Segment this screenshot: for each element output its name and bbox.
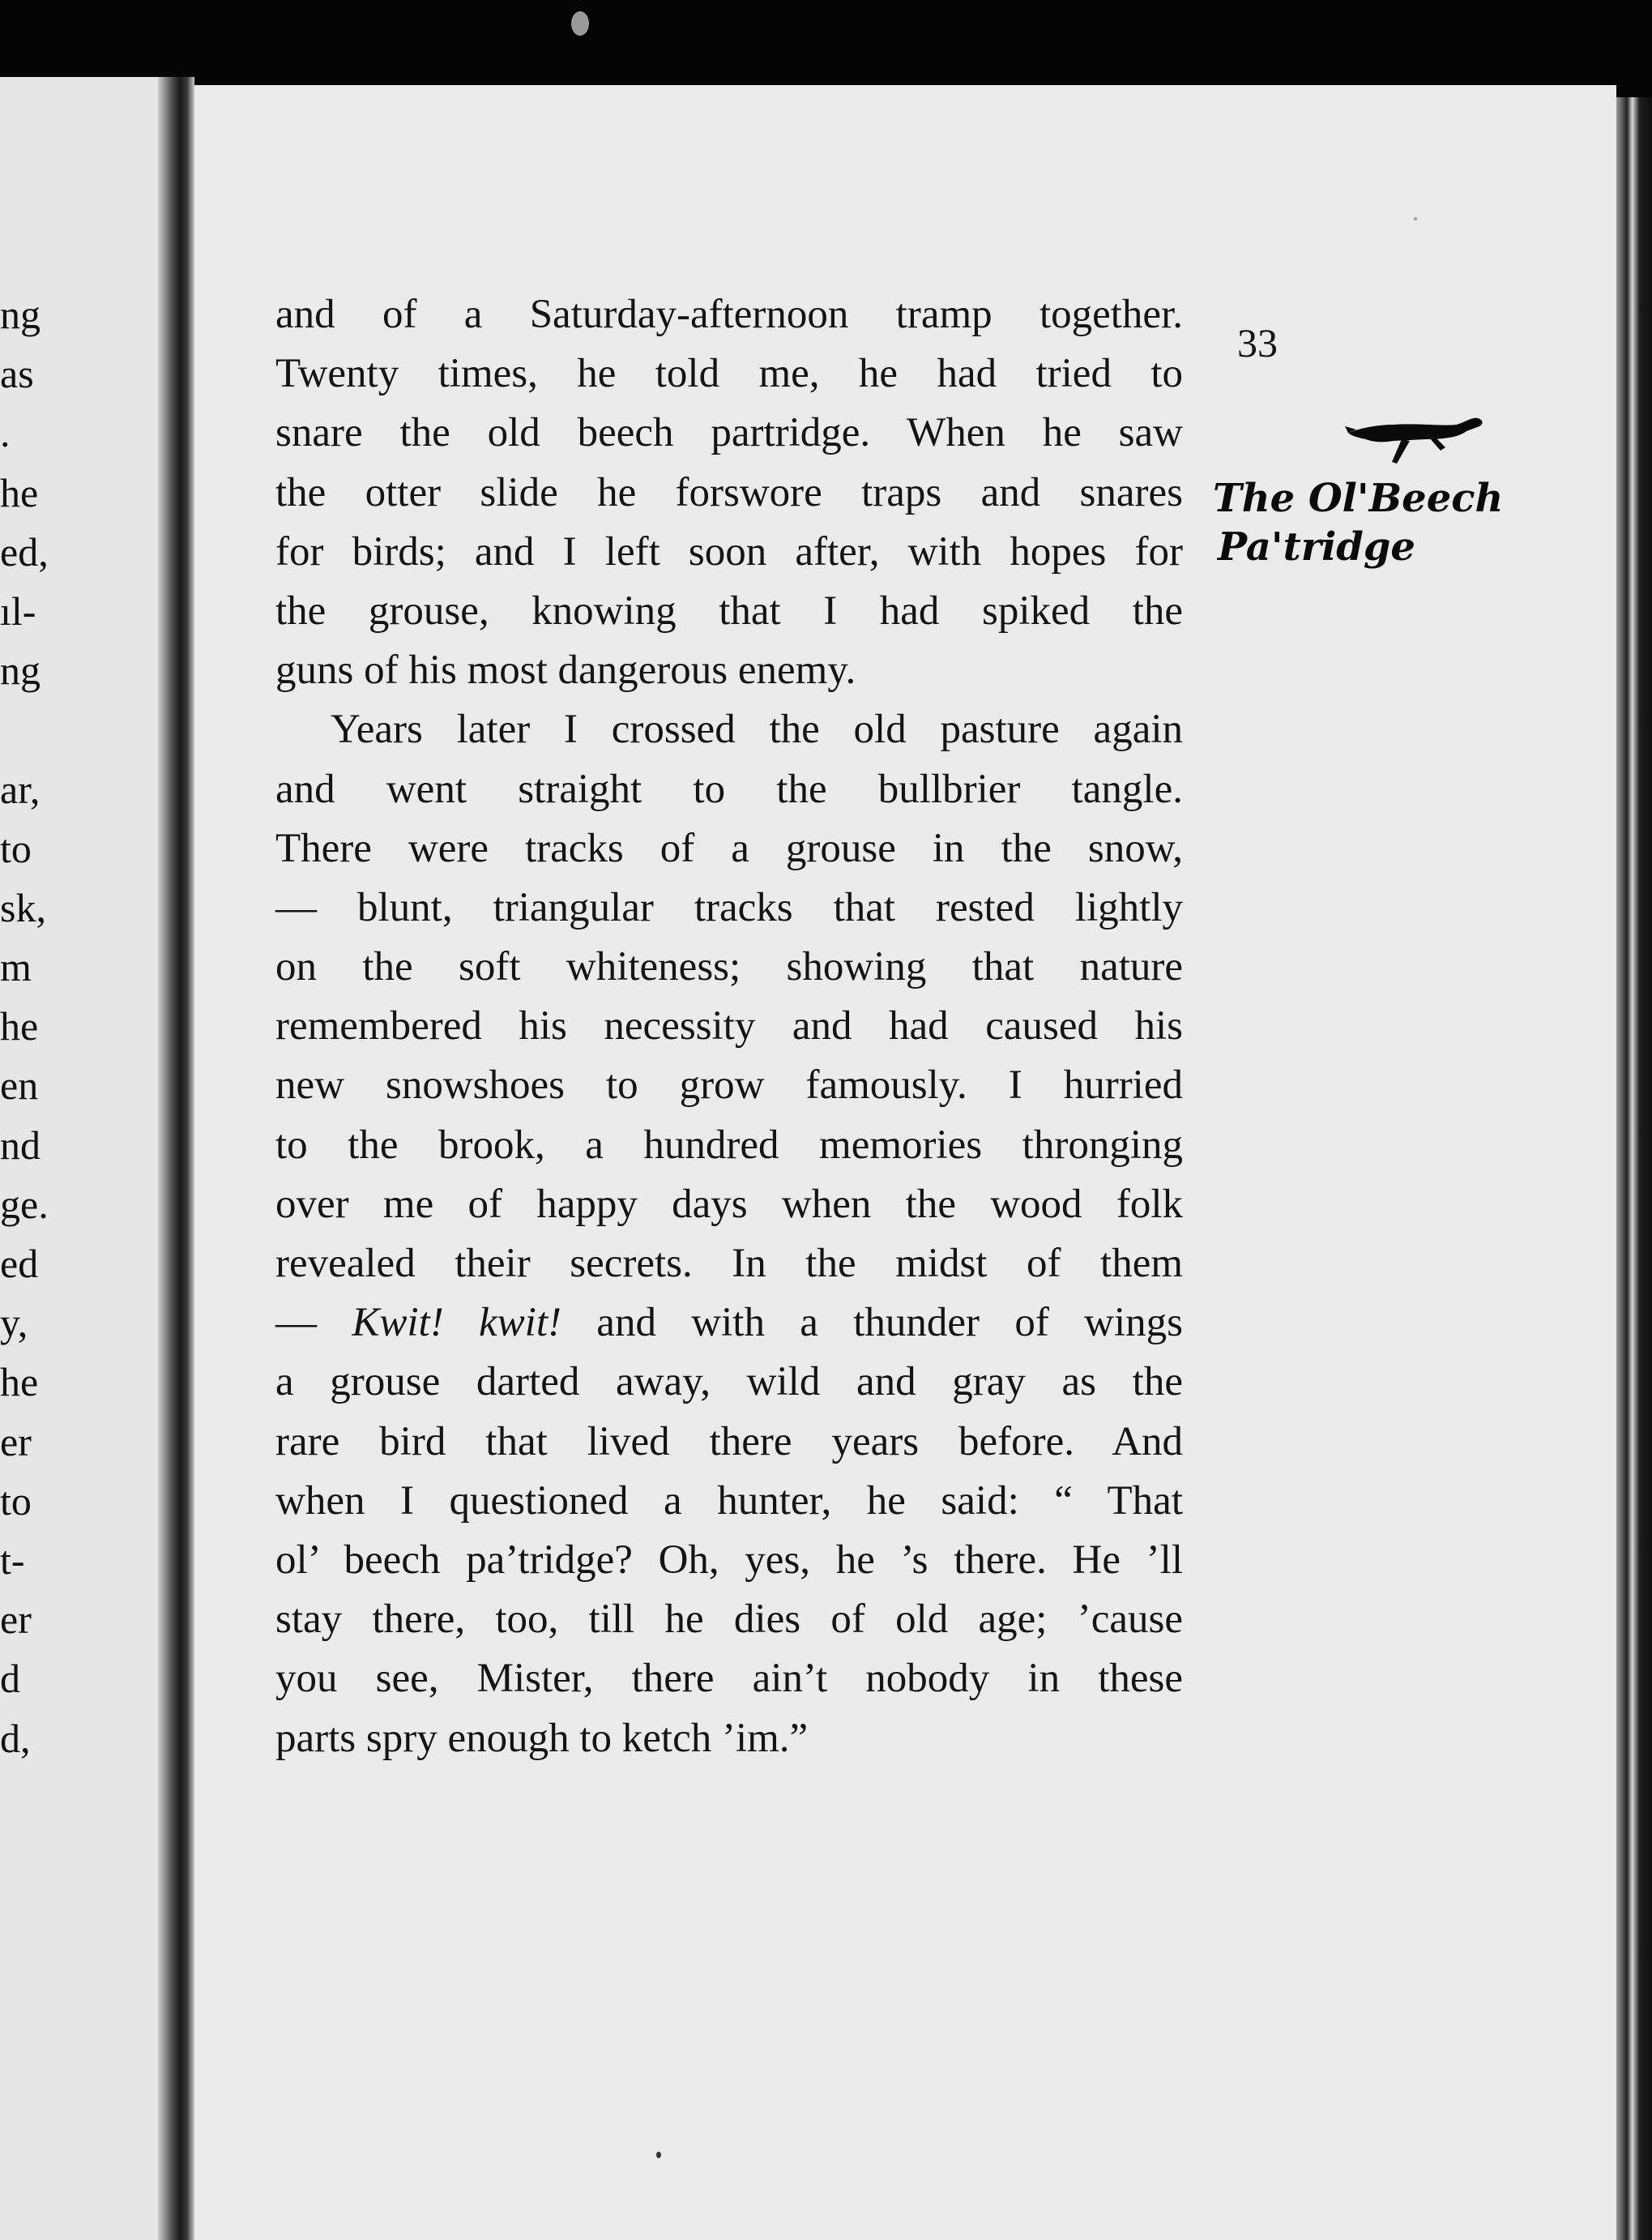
text-line: There were tracks of a grouse in the snow, [275, 825, 1183, 871]
left-page-fragment: sk, [0, 884, 46, 930]
text-line: and of a Saturday-afternoon tramp together. [275, 292, 1183, 337]
left-page-fragment: ge. [0, 1181, 49, 1227]
text-line: remembered his necessity and had caused his [275, 1003, 1183, 1049]
text-line: ol’ beech pa’tridge? Oh, yes, he ’s there. He ’ll [275, 1537, 1183, 1583]
left-page-fragment: d, [0, 1715, 31, 1761]
left-page-fragment: t- [0, 1537, 25, 1583]
text-line: the grouse, knowing that I had spiked the [275, 588, 1183, 634]
left-page-fragment: nd [0, 1122, 41, 1168]
text-run: — [275, 1300, 352, 1346]
running-partridge-icon [1345, 415, 1487, 472]
left-page-fragment: d [0, 1656, 20, 1702]
book-gutter [158, 77, 194, 2240]
running-head-line-2: Pa'tridge [1218, 524, 1415, 570]
text-line: to the brook, a hundred memories thronging [275, 1122, 1183, 1168]
text-line: over me of happy days when the wood folk [275, 1181, 1183, 1227]
left-page-fragment: ng [0, 648, 41, 694]
left-page-fragment: ar, [0, 766, 41, 812]
left-page-fragment: he [0, 1003, 39, 1049]
text-line: stay there, too, till he dies of old age; ’cause [275, 1597, 1183, 1643]
text-line: Years later I crossed the old pasture again [331, 707, 1183, 753]
left-page-fragment: ıl- [0, 588, 36, 634]
left-page-fragment [0, 700, 49, 759]
text-line: for birds; and I left soon after, with hopes for [275, 528, 1183, 575]
left-page-fragment: en [0, 1062, 39, 1109]
text-run: and with a thunder of wings [561, 1300, 1183, 1346]
text-line: rare bird that lived there years before. And [275, 1418, 1183, 1464]
left-page-fragment: he [0, 469, 39, 515]
left-page-fragment: he [0, 1359, 39, 1405]
text-line: a grouse darted away, wild and gray as the [275, 1359, 1183, 1405]
text-line: snare the old beech partridge. When he saw [275, 410, 1183, 456]
left-page-fragment: er [0, 1418, 32, 1464]
left-page-fragment: m [0, 944, 32, 990]
text-line: Twenty times, he told me, he had tried to [275, 351, 1183, 397]
text-line: you see, Mister, there ain’t nobody in these [275, 1656, 1183, 1702]
left-page-fragment: to [0, 825, 32, 871]
running-head [1213, 474, 1521, 571]
left-page-fragment: ed [0, 1241, 39, 1286]
text-line: on the soft whiteness; showing that nature [275, 944, 1183, 990]
left-page-fragment: ng [0, 292, 41, 337]
text-line [275, 1293, 1183, 1353]
left-page-fragment: . [0, 410, 11, 456]
body-text [275, 285, 1183, 1768]
left-page-fragment: y, [0, 1300, 28, 1346]
text-line: new snowshoes to grow famously. I hurried [275, 1062, 1183, 1109]
text-line: and went straight to the bullbrier tangle. [275, 766, 1183, 812]
left-page-line-fragments [0, 285, 49, 1768]
running-head-line-1: The Ol'Beech [1213, 476, 1504, 521]
text-line: — blunt, triangular tracks that rested lightly [275, 884, 1183, 930]
page-edge [1616, 97, 1652, 2240]
text-line: revealed their secrets. In the midst of them [275, 1241, 1183, 1286]
scan-speck [656, 2152, 661, 2158]
left-page-fragment: ed, [0, 528, 49, 575]
left-page-fragment: er [0, 1597, 32, 1643]
scan-speck [571, 11, 589, 36]
left-page-fragment: to [0, 1477, 32, 1524]
text-line: parts spry enough to ketch ’im.” [275, 1715, 809, 1761]
left-page-fragment: as [0, 351, 34, 397]
scan-speck [1414, 217, 1417, 220]
text-line: when I questioned a hunter, he said: “ That [275, 1477, 1183, 1524]
text-line: guns of his most dangerous enemy. [275, 648, 856, 694]
page-number: 33 [1237, 320, 1278, 365]
text-line: the otter slide he forswore traps and snares [275, 469, 1183, 515]
italic-text-run: Kwit! kwit! [352, 1300, 561, 1346]
